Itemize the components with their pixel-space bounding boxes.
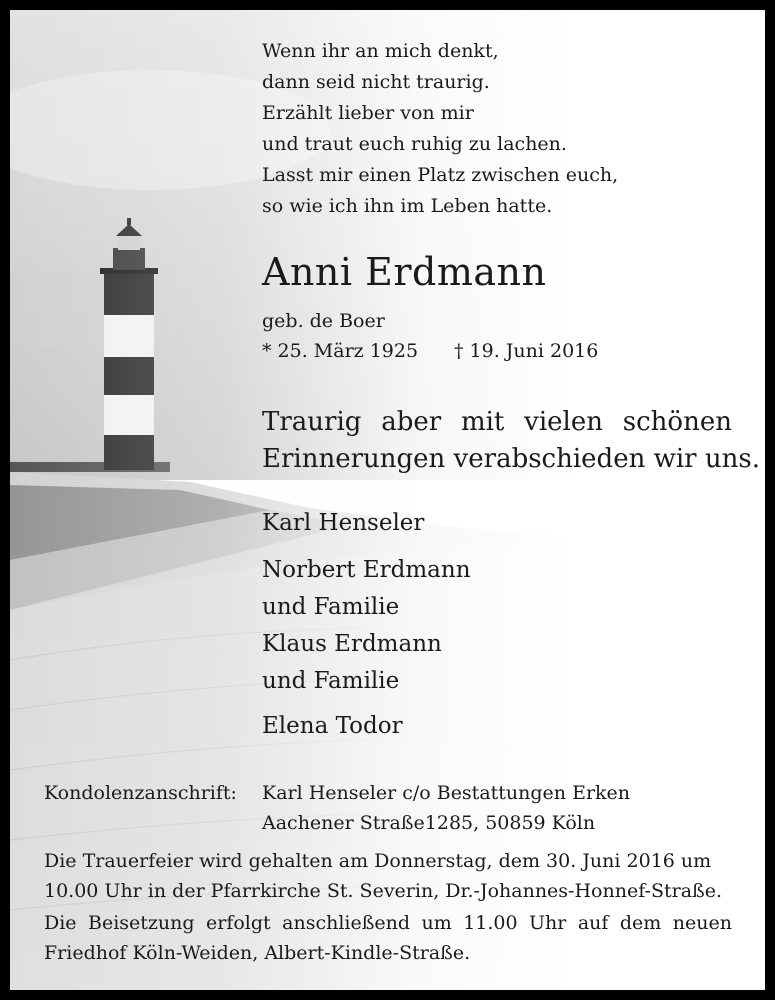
mourner-family: und Familie: [262, 668, 400, 694]
burial-word: neuen: [672, 912, 732, 934]
poem-line: und traut euch ruhig zu lachen.: [262, 133, 567, 155]
poem-line: Lasst mir einen Platz zwischen euch,: [262, 164, 619, 186]
poem-line: Wenn ihr an mich denkt,: [262, 40, 499, 62]
farewell-line-2: Erinnerungen verabschieden wir uns.: [262, 444, 760, 474]
burial-word: erfolgt: [206, 912, 271, 934]
farewell-text: [262, 404, 760, 478]
mourner-name: Klaus Erdmann: [262, 631, 442, 657]
burial-word: auf: [577, 912, 609, 934]
funeral-service-info: [44, 846, 722, 906]
burial-word: Uhr: [529, 912, 567, 934]
condolence-address-line: Aachener Straße1285, 50859 Köln: [262, 812, 596, 834]
burial-word: um: [421, 912, 452, 934]
birth-name: geb. de Boer: [262, 310, 385, 332]
burial-word: 11.00: [463, 912, 518, 934]
birth-date: * 25. März 1925: [262, 340, 419, 362]
burial-line-2: Friedhof Köln-Weiden, Albert-Kindle-Straße.: [44, 942, 471, 964]
condolence-address-line: Karl Henseler c/o Bestattungen Erken: [262, 782, 631, 804]
poem-line: Erzählt lieber von mir: [262, 102, 474, 124]
farewell-line-1: [262, 404, 732, 441]
burial-word: Beisetzung: [88, 912, 195, 934]
poem-line: dann seid nicht traurig.: [262, 71, 490, 93]
poem: [262, 36, 618, 222]
funeral-service-line: Die Trauerfeier wird gehalten am Donnerstag, dem 30. Juni 2016 um: [44, 850, 712, 872]
condolence-label: Kondolenzanschrift:: [44, 782, 237, 804]
poem-line: so wie ich ihn im Leben hatte.: [262, 195, 553, 217]
burial-info: [44, 908, 732, 968]
mourner-name: Norbert Erdmann: [262, 557, 471, 583]
funeral-service-line: 10.00 Uhr in der Pfarrkirche St. Severin, Dr.-Johannes-Honnef-Straße.: [44, 880, 723, 902]
burial-word: anschließend: [282, 912, 411, 934]
burial-word: Die: [44, 912, 77, 934]
farewell-word: mit: [460, 407, 505, 437]
mourner-name: Elena Todor: [262, 713, 403, 739]
farewell-word: schönen: [622, 407, 732, 437]
deceased-name: Anni Erdmann: [262, 250, 547, 294]
burial-line-1: [44, 908, 732, 938]
mourner-name: Karl Henseler: [262, 510, 425, 536]
death-date: † 19. Juni 2016: [454, 340, 599, 362]
burial-word: dem: [619, 912, 662, 934]
farewell-word: Traurig: [262, 407, 362, 437]
farewell-word: vielen: [524, 407, 603, 437]
farewell-word: aber: [381, 407, 442, 437]
mourner-family: und Familie: [262, 594, 400, 620]
